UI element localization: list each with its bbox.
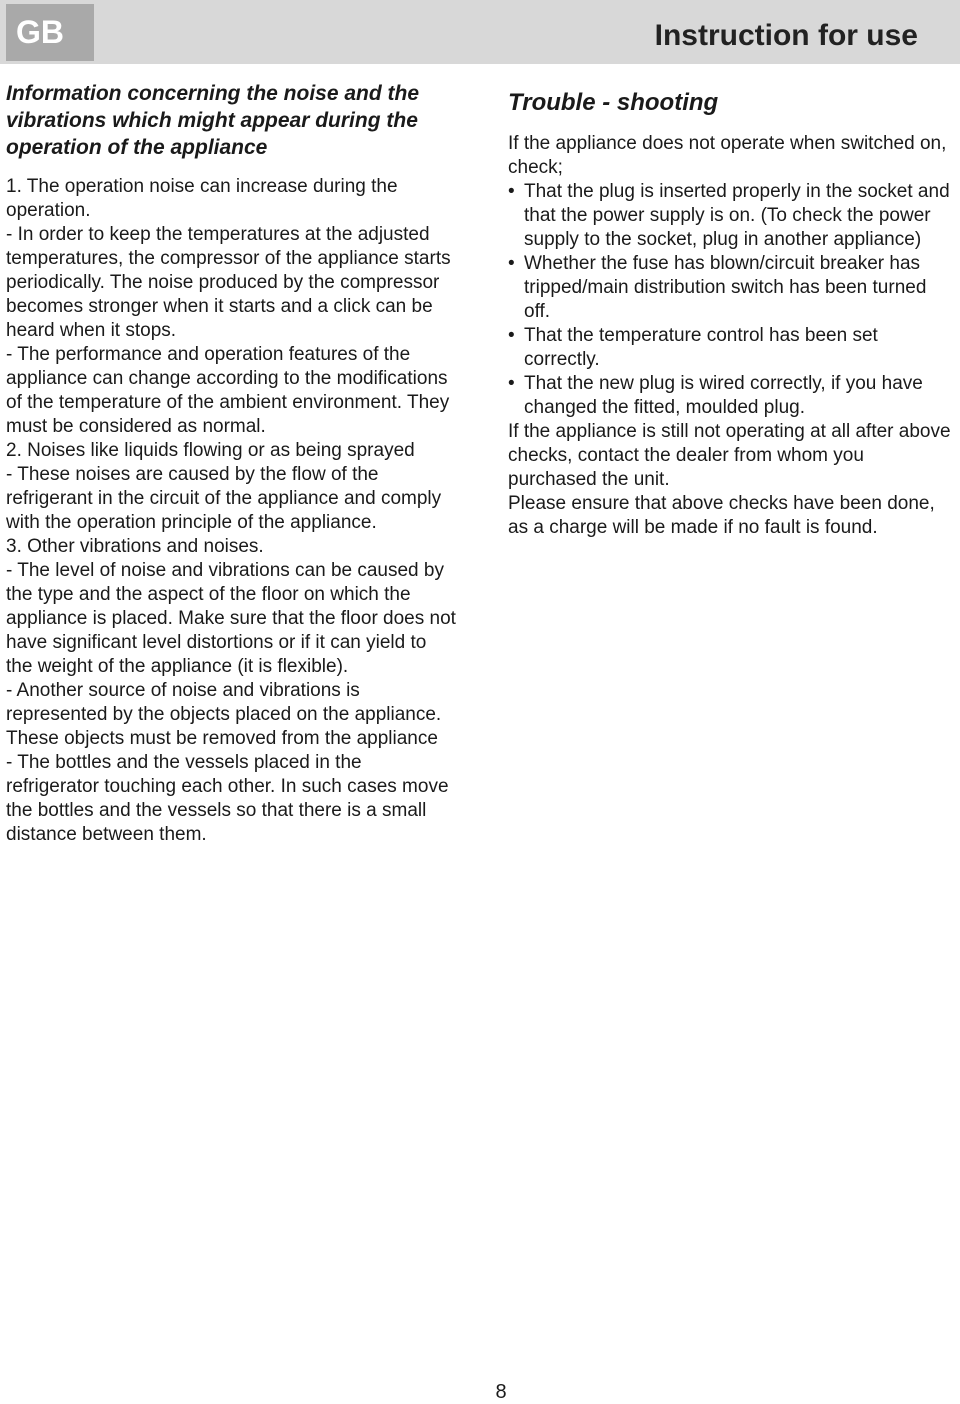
check-item-text: That the plug is inserted properly in the socket and that the power supply is on. (To check the power supply to the socket, plug in another appliance) xyxy=(524,181,950,250)
noise-heading: Information concerning the noise and the vibrations which might appear during the operation of the appliance xyxy=(6,82,420,159)
bullet-icon: • xyxy=(508,181,515,202)
troubleshooting-note: If the appliance is still not operating at all after above checks, contact the dealer from whom you purchased the unit. xyxy=(508,421,951,490)
troubleshooting-note: Please ensure that above checks have been done, as a charge will be made if no fault is found. xyxy=(508,493,935,538)
troubleshooting-heading: Trouble - shooting xyxy=(508,89,719,116)
check-item xyxy=(508,372,956,420)
troubleshooting-section xyxy=(508,88,956,540)
noise-paragraph: 2. Noises like liquids flowing or as being sprayed xyxy=(6,440,415,461)
check-item-text: That the temperature control has been set correctly. xyxy=(524,325,878,370)
language-label: GB xyxy=(16,14,64,50)
noise-paragraph: 3. Other vibrations and noises. xyxy=(6,536,264,557)
noise-paragraph: - In order to keep the temperatures at the adjusted temperatures, the compressor of the appliance starts periodically. The noise produced by the compressor becomes stronger when it starts and a click can be heard when it stops. xyxy=(6,224,451,341)
bullet-icon: • xyxy=(508,253,515,274)
page-number: 8 xyxy=(495,1381,507,1403)
noise-section xyxy=(6,80,456,847)
document-title: Instruction for use xyxy=(654,19,918,52)
troubleshooting-intro: If the appliance does not operate when switched on, check; xyxy=(508,133,947,178)
noise-paragraph: - The level of noise and vibrations can be caused by the type and the aspect of the floor on which the appliance is placed. Make sure that the floor does not have significant level distortions or if it can yield to the weight of the appliance (it is flexible). xyxy=(6,560,456,677)
bullet-icon: • xyxy=(508,325,515,346)
noise-paragraph: - The bottles and the vessels placed in the refrigerator touching each other. In such cases move the bottles and the vessels so that there is a small distance between them. xyxy=(6,752,449,845)
page-header xyxy=(0,0,960,64)
noise-paragraph: 1. The operation noise can increase during the operation. xyxy=(6,176,398,221)
check-item xyxy=(508,180,956,252)
check-item xyxy=(508,252,956,324)
bullet-icon: • xyxy=(508,373,515,394)
check-item-text: That the new plug is wired correctly, if you have changed the fitted, moulded plug. xyxy=(524,373,923,418)
noise-paragraph: - These noises are caused by the flow of the refrigerant in the circuit of the appliance and comply with the operation principle of the appliance. xyxy=(6,464,442,533)
noise-paragraph: - The performance and operation features of the appliance can change according to the modifications of the temperature of the ambient environment. They must be considered as normal. xyxy=(6,344,450,437)
check-item-text: Whether the fuse has blown/circuit breaker has tripped/main distribution switch has been turned off. xyxy=(524,253,927,322)
noise-paragraph: - Another source of noise and vibrations is represented by the objects placed on the appliance. These objects must be removed from the appliance xyxy=(6,680,442,749)
check-item xyxy=(508,324,956,372)
